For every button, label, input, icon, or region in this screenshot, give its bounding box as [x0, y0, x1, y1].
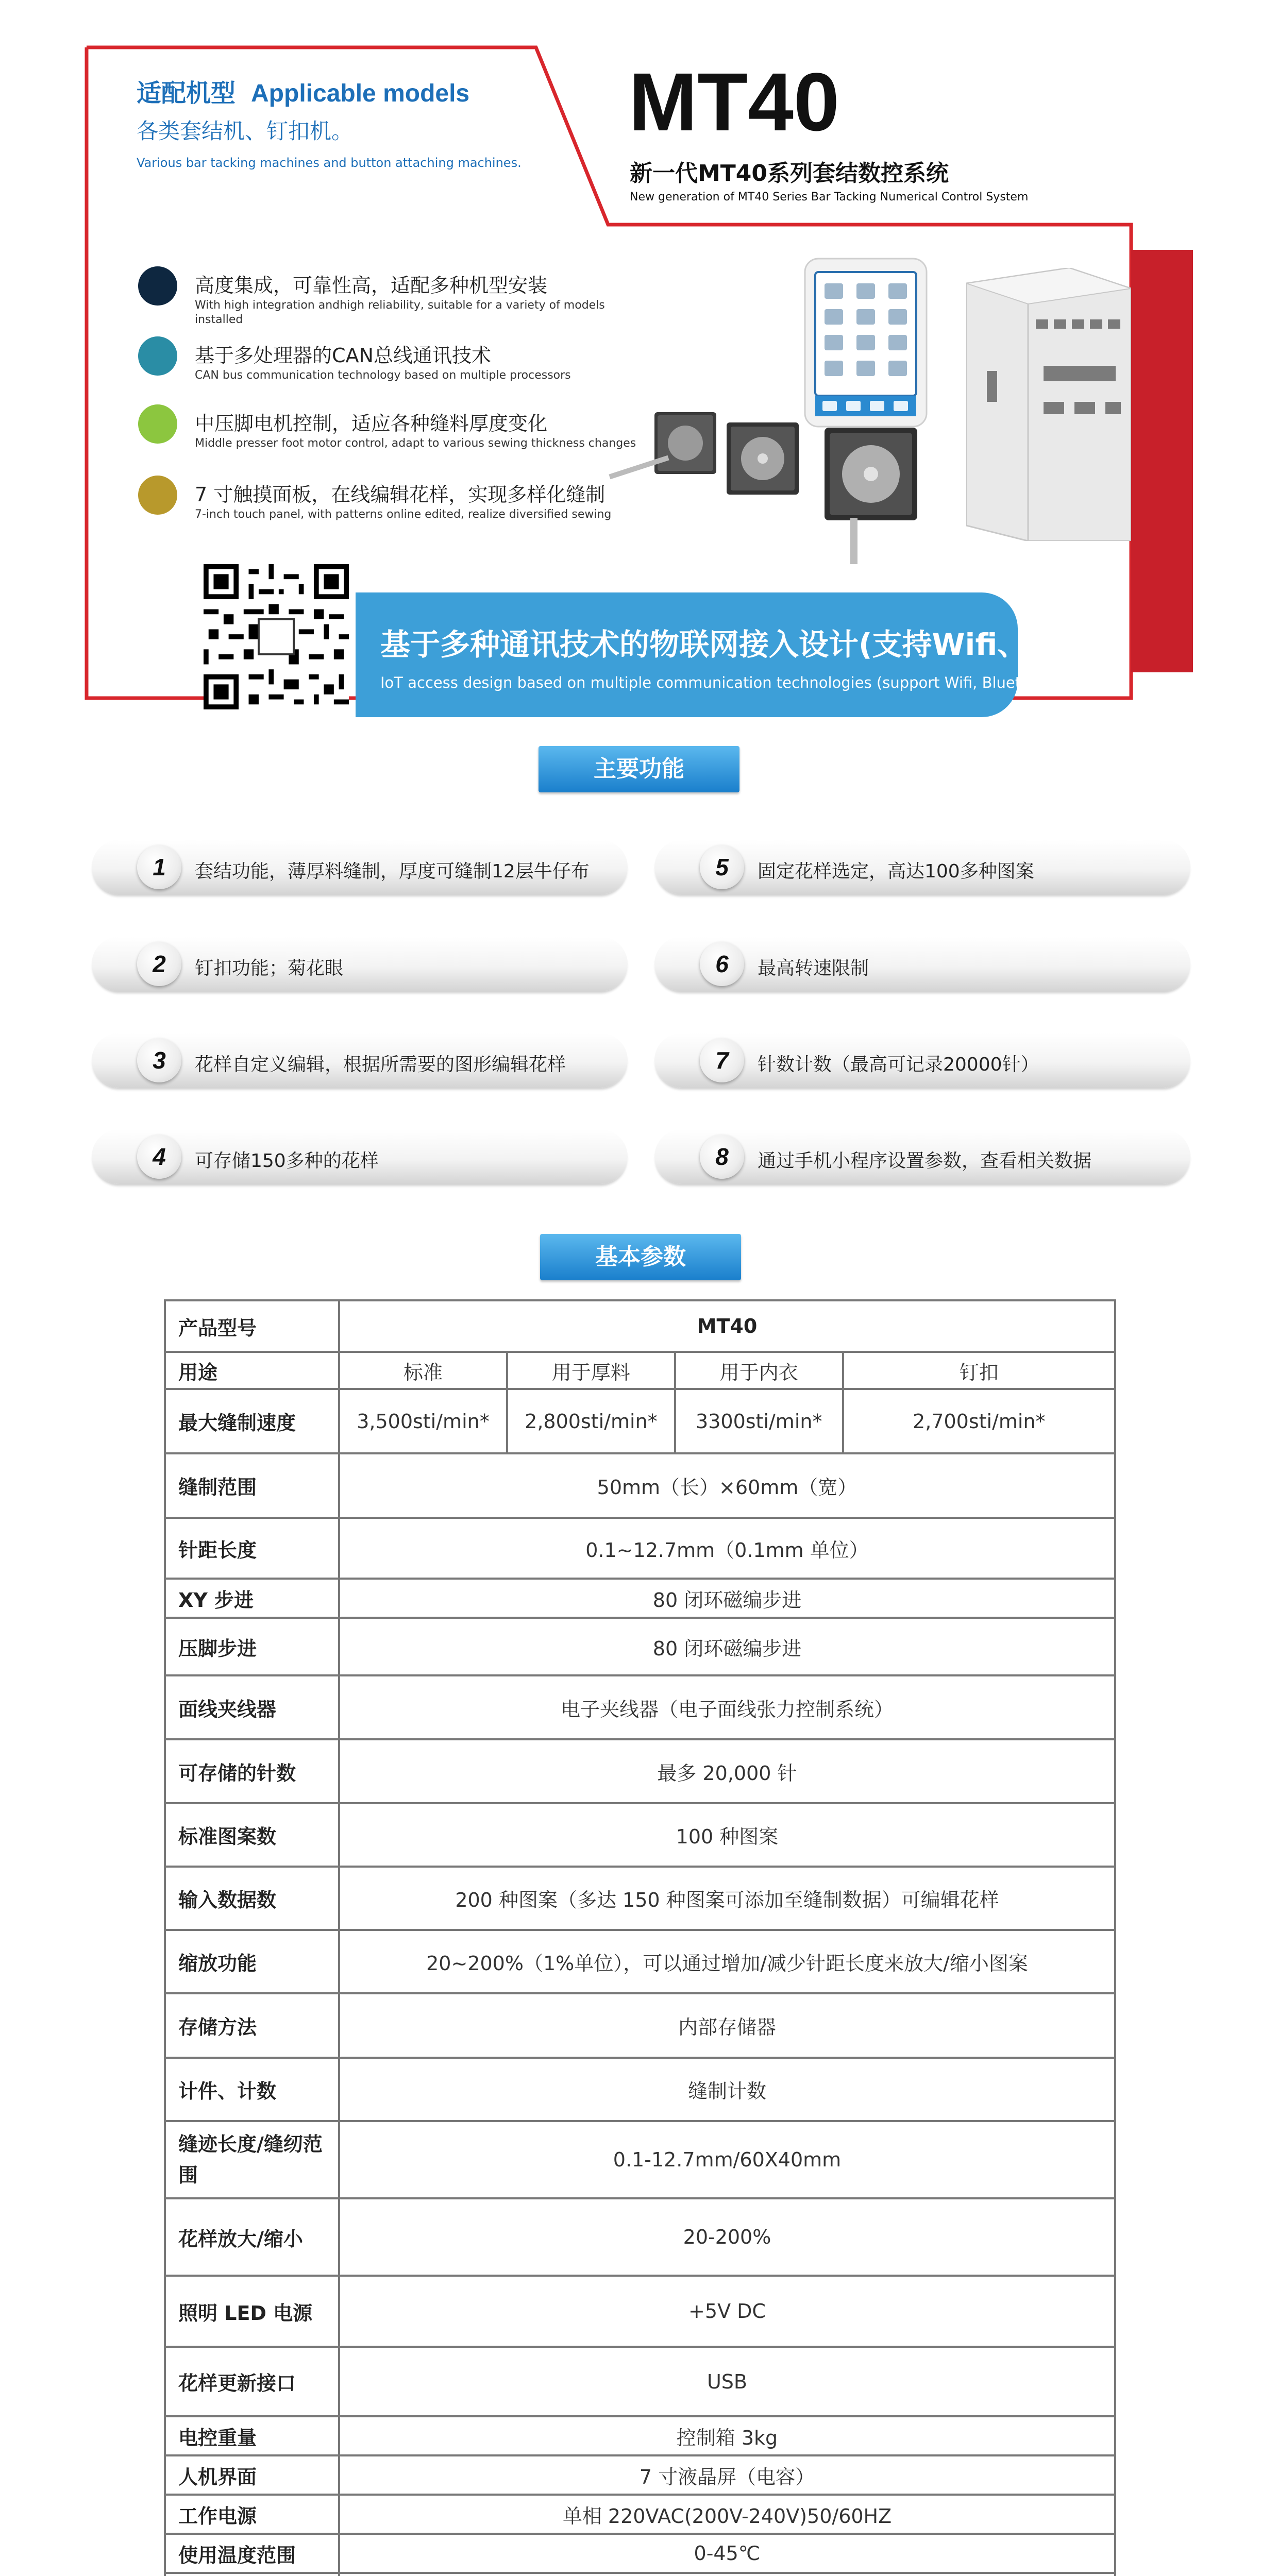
spec-value: 80 闭环磁编步进 — [339, 1618, 1115, 1675]
spec-label: 计件、计数 — [165, 2058, 339, 2121]
iot-title-zh: 基于多种通讯技术的物联网接入设计(支持Wifi、蓝牙 ) — [380, 627, 1112, 662]
function-number: 7 — [700, 1038, 744, 1082]
feature-item: 中压脚电机控制，适应各种缝料厚度变化 Middle presser foot motor control, adapt to various sewing thickness changes — [138, 404, 643, 487]
table-row — [165, 1579, 1115, 1618]
feature-item: 基于多处理器的CAN总线通讯技术 CAN bus communication technology based on multiple processors — [138, 336, 643, 419]
table-row — [165, 1352, 1115, 1389]
function-number: 6 — [700, 942, 744, 986]
spec-label: 最大缝制速度 — [165, 1389, 339, 1453]
spec-value: 内部存储器 — [339, 1993, 1115, 2058]
model-subtitle-zh: 新一代MT40系列套结数控系统 — [630, 160, 949, 187]
applicable-title: 适配机型 Applicable models — [137, 79, 470, 108]
usage-cell: 用于厚料 — [507, 1352, 675, 1389]
function-number: 2 — [137, 942, 181, 986]
spec-label: XY 步进 — [165, 1579, 339, 1618]
function-text: 可存储150多种的花样 — [195, 1150, 379, 1172]
speed-cell: 3300sti/min* — [675, 1389, 843, 1453]
hero-section — [0, 0, 1278, 732]
function-number: 1 — [137, 845, 181, 889]
function-text: 针数计数（最高可记录20000针） — [758, 1054, 1039, 1075]
spec-label: 使用温度范围 — [165, 2534, 339, 2573]
function-item — [654, 937, 1190, 991]
function-text: 花样自定义编辑，根据所需要的图形编辑花样 — [195, 1054, 566, 1075]
spec-value: 20-200% — [339, 2198, 1115, 2276]
touch-panel-image — [804, 258, 928, 428]
usage-cell: 钉扣 — [843, 1352, 1115, 1389]
table-row — [165, 1867, 1115, 1930]
spec-label: 针距长度 — [165, 1518, 339, 1579]
table-row — [165, 1389, 1115, 1453]
spec-value: 0.1~12.7mm（0.1mm 单位） — [339, 1518, 1115, 1579]
table-row — [165, 2534, 1115, 2573]
speed-cell: 3,500sti/min* — [339, 1389, 507, 1453]
function-number: 3 — [137, 1038, 181, 1082]
feature-item: 7 寸触摸面板，在线编辑花样，实现多样化缝制 7-inch touch panel, with patterns online edited, realize diversified sewing — [138, 476, 643, 558]
speed-cell: 2,800sti/min* — [507, 1389, 675, 1453]
function-text: 钉扣功能；菊花眼 — [195, 958, 344, 979]
function-text: 通过手机小程序设置参数，查看相关数据 — [758, 1150, 1092, 1172]
table-row — [165, 1518, 1115, 1579]
feature-dot-icon — [138, 266, 177, 306]
function-item — [654, 840, 1190, 894]
spec-label: 照明 LED 电源 — [165, 2276, 339, 2347]
table-row — [165, 1618, 1115, 1675]
function-item — [654, 1129, 1190, 1184]
usage-cell: 用于内衣 — [675, 1352, 843, 1389]
spec-label: 缝制范围 — [165, 1453, 339, 1518]
spec-label: 面线夹线器 — [165, 1675, 339, 1739]
table-row — [165, 1803, 1115, 1867]
spec-value: 7 寸液晶屏（电容） — [339, 2455, 1115, 2495]
function-item — [92, 1129, 628, 1184]
spec-value: 缝制计数 — [339, 2058, 1115, 2121]
table-row — [165, 2058, 1115, 2121]
spec-label — [165, 2573, 339, 2576]
spec-label: 存储方法 — [165, 1993, 339, 2058]
applicable-desc-zh: 各类套结机、钉扣机。 — [137, 118, 354, 144]
table-row — [165, 1739, 1115, 1803]
spec-label: 压脚步进 — [165, 1618, 339, 1675]
spec-value: 100 种图案 — [339, 1803, 1115, 1867]
function-item — [92, 1033, 628, 1088]
applicable-desc-en: Various bar tacking machines and button attaching machines. — [137, 156, 522, 170]
spec-label: 人机界面 — [165, 2455, 339, 2495]
spec-value: 控制箱 3kg — [339, 2416, 1115, 2455]
function-number: 8 — [700, 1134, 744, 1179]
spec-value: 200 种图案（多达 150 种图案可添加至缝制数据）可编辑花样 — [339, 1867, 1115, 1930]
spec-value: 0.1-12.7mm/60X40mm — [339, 2121, 1115, 2198]
spec-label: 花样放大/缩小 — [165, 2198, 339, 2276]
spec-value: 50mm（长）×60mm（宽） — [339, 1453, 1115, 1518]
spec-value: 80 闭环磁编步进 — [339, 1579, 1115, 1618]
table-row — [165, 1453, 1115, 1518]
usage-cell: 标准 — [339, 1352, 507, 1389]
spec-value: 单相 220VAC(200V-240V)50/60HZ — [339, 2495, 1115, 2534]
table-row — [165, 2121, 1115, 2198]
table-row — [165, 2495, 1115, 2534]
spec-label: 标准图案数 — [165, 1803, 339, 1867]
table-row — [165, 2276, 1115, 2347]
table-row — [165, 2573, 1115, 2576]
spec-table — [164, 1299, 1116, 2576]
function-number: 4 — [137, 1134, 181, 1179]
table-row — [165, 1930, 1115, 1993]
feature-dot-icon — [138, 336, 177, 376]
spec-label: 产品型号 — [165, 1300, 339, 1352]
spec-value: USB — [339, 2347, 1115, 2416]
table-row — [165, 2347, 1115, 2416]
spec-value: 最多 20,000 针 — [339, 1739, 1115, 1803]
stepper-motors-image — [608, 407, 979, 567]
functions-title: 主要功能 — [539, 746, 739, 792]
feature-item: 高度集成，可靠性高，适配多种机型安装 With high integration andhigh reliability, suitable for a variety of models installed — [138, 266, 643, 349]
feature-dot-icon — [138, 404, 177, 444]
table-row — [165, 2198, 1115, 2276]
spec-value: 0-45℃ — [339, 2534, 1115, 2573]
table-row — [165, 1993, 1115, 2058]
spec-label: 可存储的针数 — [165, 1739, 339, 1803]
table-row — [165, 2455, 1115, 2495]
feature-dot-icon — [138, 476, 177, 515]
function-item — [92, 840, 628, 894]
function-text: 固定花样选定，高达100多种图案 — [758, 861, 1034, 882]
speed-cell: 2,700sti/min* — [843, 1389, 1115, 1453]
params-title: 基本参数 — [540, 1234, 741, 1280]
function-number: 5 — [700, 845, 744, 889]
spec-label: 电控重量 — [165, 2416, 339, 2455]
spec-label: 缩放功能 — [165, 1930, 339, 1993]
control-box-image — [966, 268, 1131, 541]
table-row — [165, 1300, 1115, 1352]
iot-banner — [356, 592, 1112, 717]
function-item — [92, 937, 628, 991]
spec-label: 用途 — [165, 1352, 339, 1389]
function-text: 套结功能，薄厚料缝制，厚度可缝制12层牛仔布 — [195, 861, 590, 882]
spec-label: 缝迹长度/缝纫范围 — [165, 2121, 339, 2198]
spec-value: 20~200%（1%单位），可以通过增加/减少针距长度来放大/缩小图案 — [339, 1930, 1115, 1993]
spec-value: MT40 — [339, 1300, 1115, 1352]
table-row — [165, 1675, 1115, 1739]
spec-label: 花样更新接口 — [165, 2347, 339, 2416]
spec-label: 工作电源 — [165, 2495, 339, 2534]
model-subtitle-en: New generation of MT40 Series Bar Tacking Numerical Control System — [630, 191, 1029, 204]
qr-code-icon — [204, 564, 349, 709]
spec-value — [339, 2573, 1115, 2576]
function-item — [654, 1033, 1190, 1088]
model-title: MT40 — [629, 56, 839, 148]
iot-title-en: IoT access design based on multiple communication technologies (support Wifi, Bluetooth) — [380, 674, 1061, 691]
spec-value: 电子夹线器（电子面线张力控制系统） — [339, 1675, 1115, 1739]
red-side-bar — [1131, 250, 1193, 672]
table-row — [165, 2416, 1115, 2455]
function-text: 最高转速限制 — [758, 958, 869, 979]
spec-value: +5V DC — [339, 2276, 1115, 2347]
spec-label: 输入数据数 — [165, 1867, 339, 1930]
